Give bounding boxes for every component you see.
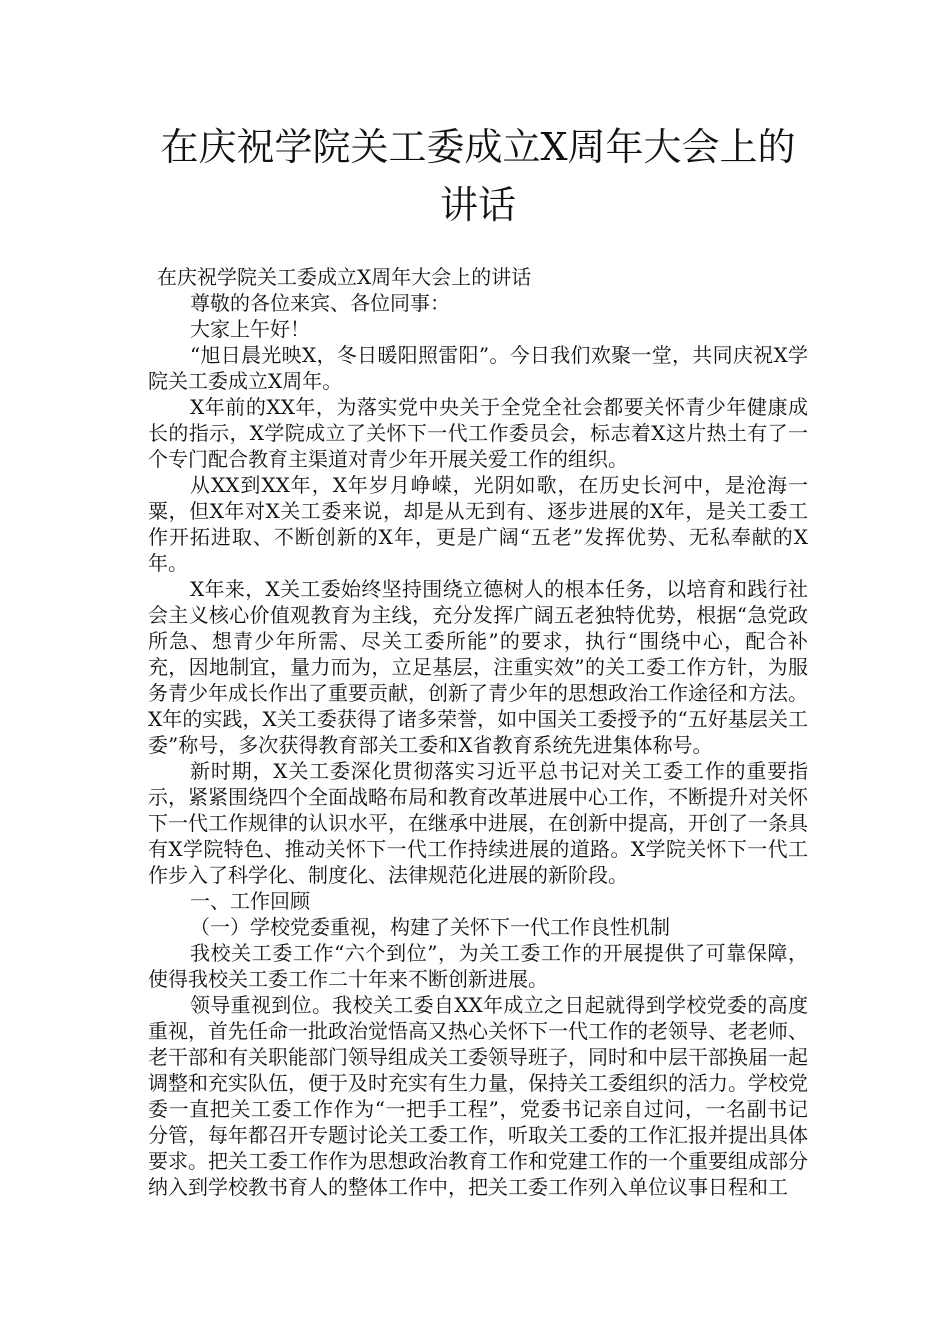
body-paragraph: X年来，X关工委始终坚持围绕立德树人的根本任务，以培育和践行社会主义核心价值观教育为主线，充分发挥广阔五老独特优势，根据“急党政所急、想青少年所需、尽关工委所能”的要求，执行“围绕中心，配合补充，因地制宜，量力而为，立足基层，注重实效”的关工委工作方针，为服务青少年成长作出了重要贡献，创新了青少年的思想政治工作途径和方法。X年的实践，X关工委获得了诸多荣誉，如中国关工委授予的“五好基层关工委”称号，多次获得教育部关工委和X省教育系统先进集体称号。 xyxy=(148,577,808,757)
document-body xyxy=(148,264,808,1200)
body-paragraph: 我校关工委工作“六个到位”，为关工委工作的开展提供了可靠保障，使得我校关工委工作二十年来不断创新进展。 xyxy=(148,941,808,991)
body-paragraph: 在庆祝学院关工委成立X周年大会上的讲话 xyxy=(157,265,532,289)
subsection-heading: （一）学校党委重视，构建了关怀下一代工作良性机制 xyxy=(190,915,670,939)
section-heading: 一、工作回顾 xyxy=(190,889,310,913)
body-paragraph: X年前的XX年，为落实党中央关于全党全社会都要关怀青少年健康成长的指示，X学院成立了关怀下一代工作委员会，标志着X这片热土有了一个专门配合教育主渠道对青少年开展关爱工作的组织。 xyxy=(148,395,808,471)
document-title: 在庆祝学院关工委成立X周年大会上的讲话 xyxy=(160,125,796,227)
body-paragraph: 尊敬的各位来宾、各位同事： xyxy=(190,291,450,315)
body-paragraph: 新时期，X关工委深化贯彻落实习近平总书记对关工委工作的重要指示，紧紧围绕四个全面战略布局和教育改革进展中心工作，不断提升对关怀下一代工作规律的认识水平，在继承中进展，在创新中提高，开创了一条具有X学院特色、推动关怀下一代工作持续进展的道路。X学院关怀下一代工作步入了科学化、制度化、法律规范化进展的新阶段。 xyxy=(148,759,808,887)
body-paragraph: “旭日晨光映X，冬日暖阳照雷阳”。今日我们欢聚一堂，共同庆祝X学院关工委成立X周年。 xyxy=(148,343,808,393)
body-paragraph: 从XX到XX年，X年岁月峥嵘，光阴如歌，在历史长河中，是沧海一粟，但X年对X关工委来说，却是从无到有、逐步进展的X年，是关工委工作开拓进取、不断创新的X年，更是广阔“五老”发挥优势、无私奉献的X年。 xyxy=(148,473,808,575)
body-paragraph: 大家上午好！ xyxy=(190,317,310,341)
body-paragraph: 领导重视到位。我校关工委自XX年成立之日起就得到学校党委的高度重视，首先任命一批政治觉悟高又热心关怀下一代工作的老领导、老老师、老干部和有关职能部门领导组成关工委领导班子，同时和中层干部换届一起调整和充实队伍，便于及时充实有生力量，保持关工委组织的活力。学校党委一直把关工委工作作为“一把手工程”，党委书记亲自过问，一名副书记分管，每年都召开专题讨论关工委工作，听取关工委的工作汇报并提出具体要求。把关工委工作作为思想政治教育工作和党建工作的一个重要组成部分纳入到学校教书育人的整体工作中，把关工委工作列入单位议事日程和工 xyxy=(148,993,808,1199)
